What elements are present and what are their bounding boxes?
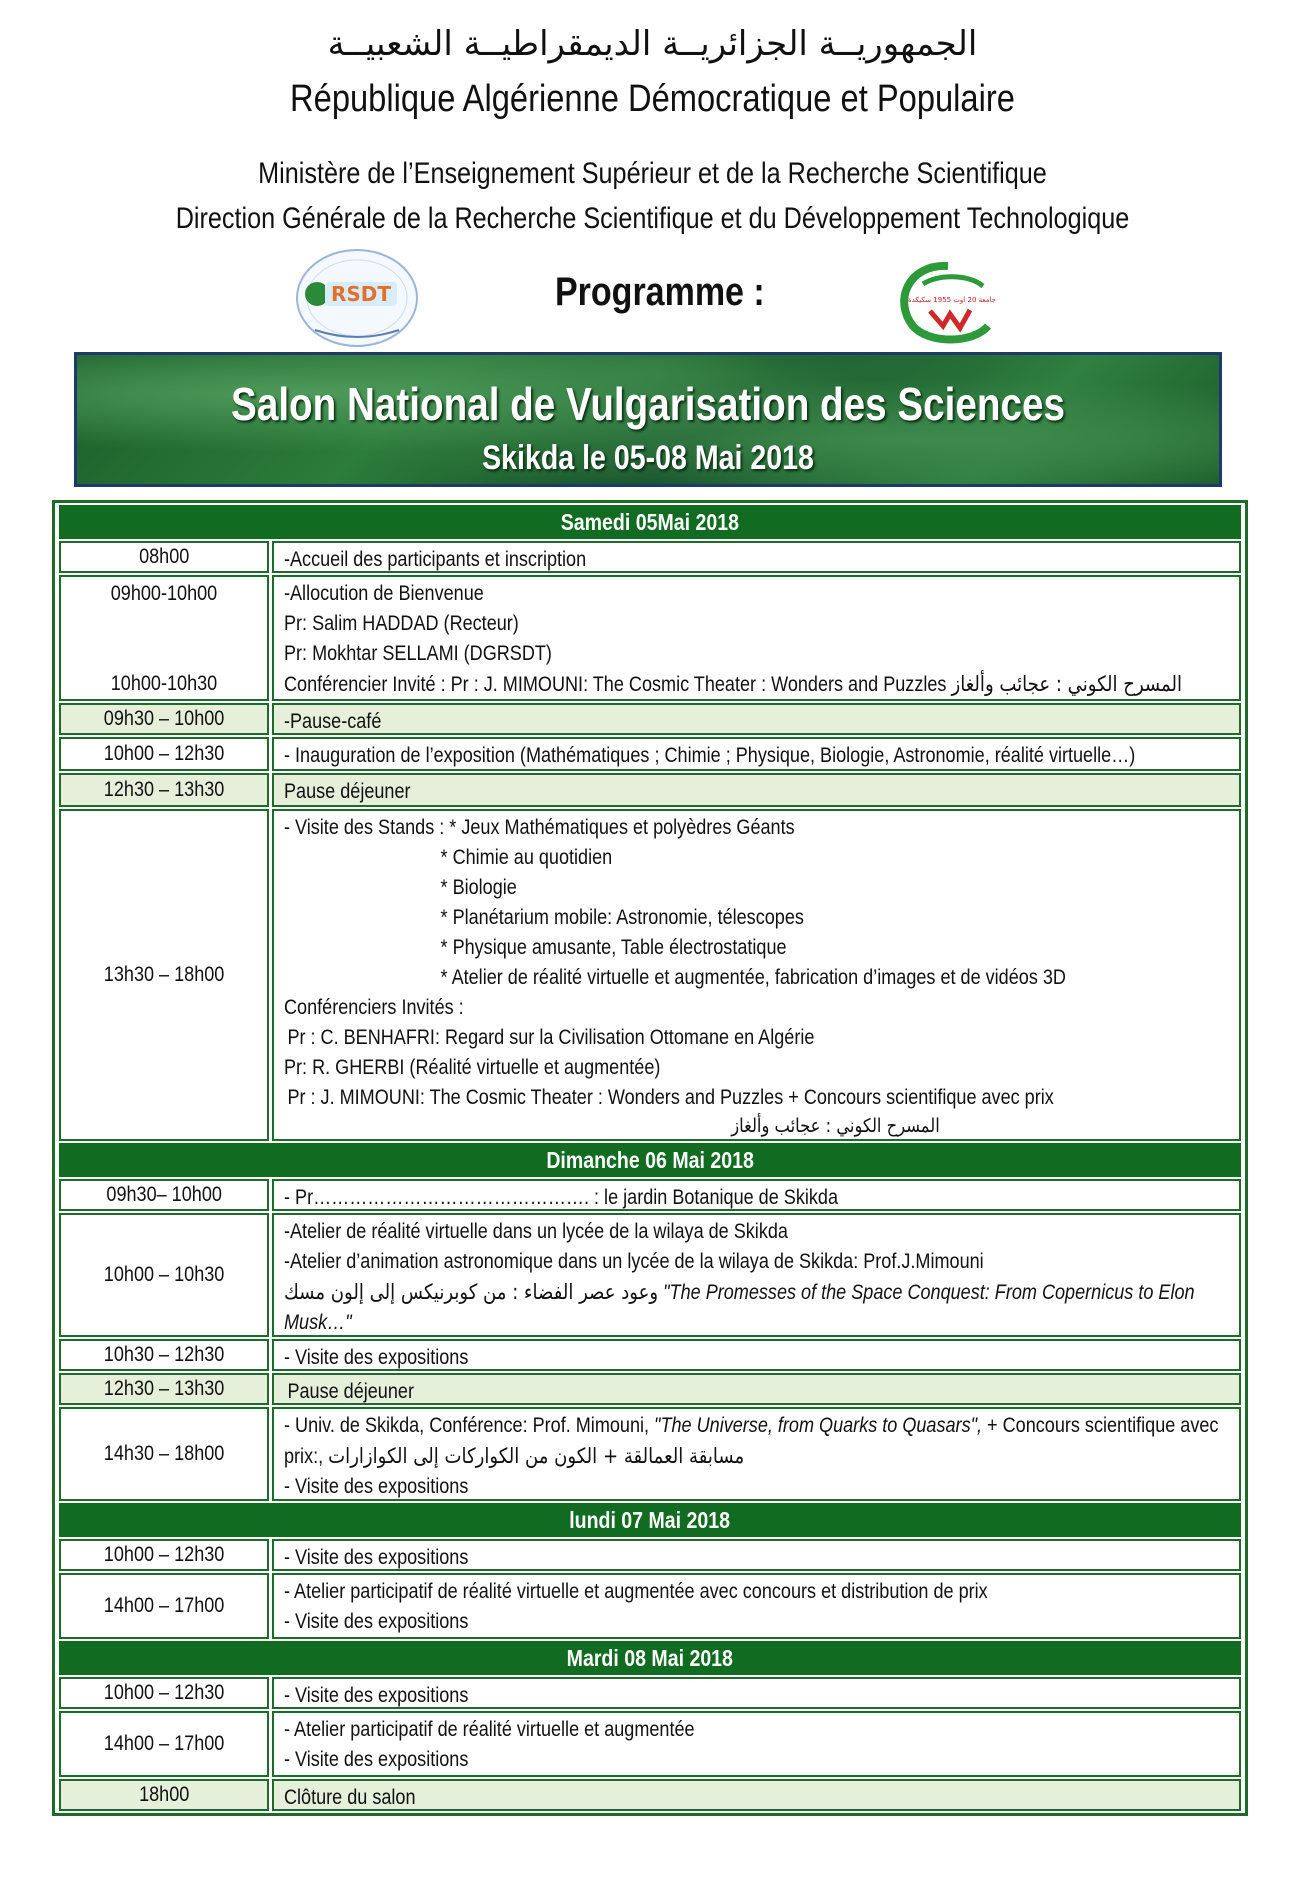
- dgrsdt-logo: [295, 248, 420, 348]
- salon-banner: [74, 352, 1222, 487]
- activity-cell: - Visite des Stands : * Jeux Mathématiques et polyèdres Géants * Chimie au quotidien * Biologie * Planétarium mobile: Astronomie, télescopes * Physique amusante, Table électrostatique * Atelier de réalité virtuelle et augmentée, fabrication d’images et de vidéos 3D Conférenciers Invités : Pr : C. BENHAFRI: Regard sur la Civilisation Ottomane en Algérie Pr: R. GHERBI (Réalité virtuelle et augmentée) Pr : J. MIMOUNI: The Cosmic Theater : Wonders and Puzzles + Concours scientifique avec prix المسرح الكوني : عجائب وألغاز: [272, 809, 1241, 1141]
- logo-left-text: RSDT: [330, 282, 392, 306]
- activity-cell: - Pr………………………………………. : le jardin Botanique de Skikda: [272, 1179, 1241, 1211]
- activity-cell: - Visite des expositions: [272, 1339, 1241, 1371]
- time-cell: 14h00 – 17h00: [59, 1573, 269, 1639]
- ministry-title: Ministère de l’Enseignement Supérieur et de la Recherche Scientifique: [258, 157, 1047, 190]
- time-cell: 18h00: [59, 1779, 269, 1811]
- time-cell: 09h00-10h00 10h00-10h30: [59, 575, 269, 701]
- activity-cell: Pause déjeuner: [272, 773, 1241, 807]
- day-header-dimanche: Dimanche 06 Mai 2018: [59, 1143, 1241, 1177]
- table-row: [59, 1407, 1241, 1501]
- time-cell: 10h00 – 12h30: [59, 1677, 269, 1709]
- activity-cell: - Atelier participatif de réalité virtuelle et augmentée avec concours et distribution de prix - Visite des expositions: [272, 1573, 1241, 1639]
- time-cell: 09h30 – 10h00: [59, 703, 269, 735]
- time-cell: 10h00 – 10h30: [59, 1213, 269, 1337]
- activity-cell: -Accueil des participants et inscription: [272, 541, 1241, 573]
- time-cell: 14h30 – 18h00: [59, 1407, 269, 1501]
- table-row: [59, 1779, 1241, 1811]
- activity-cell: - Visite des expositions: [272, 1539, 1241, 1571]
- day-header-samedi: Samedi 05Mai 2018: [59, 505, 1241, 539]
- table-row: [59, 773, 1241, 807]
- table-row: [59, 1179, 1241, 1211]
- banner-date: Skikda le 05-08 Mai 2018: [482, 439, 814, 477]
- logo-right-text: جامعة 20 اوت 1955 سكيكدة: [908, 296, 996, 304]
- activity-cell: -Pause-café: [272, 703, 1241, 735]
- french-republic-title: République Algérienne Démocratique et Populaire: [290, 78, 1015, 120]
- time-cell: 08h00: [59, 541, 269, 573]
- activity-cell: Clôture du salon: [272, 1779, 1241, 1811]
- table-row: [59, 1573, 1241, 1639]
- activity-cell: -Atelier de réalité virtuelle dans un lycée de la wilaya de Skikda -Atelier d’animation astronomique dans un lycée de la wilaya de Skikda: Prof.J.Mimouni وعود عصر الفضاء : من كوبرنيكس إلى إلون مسك "The Promesses of the Space Conquest: From Copernicus to Elon Musk…": [272, 1213, 1241, 1337]
- day-header-mardi: Mardi 08 Mai 2018: [59, 1641, 1241, 1675]
- activity-cell: - Inauguration de l’exposition (Mathématiques ; Chimie ; Physique, Biologie, Astronomie, réalité virtuelle…): [272, 737, 1241, 771]
- time-cell: 09h30– 10h00: [59, 1179, 269, 1211]
- arabic-republic-title: الجمهوريــة الجزائريــة الديمقراطيــة الشعبيــة: [327, 24, 978, 64]
- time-cell: 10h00 – 12h30: [59, 1539, 269, 1571]
- activity-cell: - Atelier participatif de réalité virtuelle et augmentée - Visite des expositions: [272, 1711, 1241, 1777]
- table-row: [59, 1539, 1241, 1571]
- time-cell: 12h30 – 13h30: [59, 773, 269, 807]
- table-row: [59, 703, 1241, 735]
- banner-title: Salon National de Vulgarisation des Sciences: [231, 378, 1065, 430]
- time-cell: 13h30 – 18h00: [59, 809, 269, 1141]
- direction-title: Direction Générale de la Recherche Scientifique et du Développement Technologique: [175, 202, 1130, 235]
- university-logo: [888, 256, 1006, 346]
- table-row: [59, 1339, 1241, 1371]
- table-row: [59, 1677, 1241, 1709]
- table-row: [59, 541, 1241, 573]
- table-row: [59, 1711, 1241, 1777]
- time-cell: 10h00 – 12h30: [59, 737, 269, 771]
- table-row: [59, 575, 1241, 701]
- activity-cell: Pause déjeuner: [272, 1373, 1241, 1405]
- table-row: [59, 737, 1241, 771]
- table-row: [59, 809, 1241, 1141]
- day-header-lundi: lundi 07 Mai 2018: [59, 1503, 1241, 1537]
- table-row: [59, 1213, 1241, 1337]
- activity-cell: -Allocution de Bienvenue Pr: Salim HADDAD (Recteur) Pr: Mokhtar SELLAMI (DGRSDT) Conférencier Invité : Pr : J. MIMOUNI: The Cosmic Theater : Wonders and Puzzles المسرح الكوني : عجائب وألغاز: [272, 575, 1241, 701]
- time-cell: 14h00 – 17h00: [59, 1711, 269, 1777]
- activity-cell: - Visite des expositions: [272, 1677, 1241, 1709]
- activity-cell: - Univ. de Skikda, Conférence: Prof. Mimouni, "The Universe, from Quarks to Quasars", + Concours scientifique avec prix:, مسابقة العمالقة + الكون من الكواركات إلى الكوازارات - Visite des expositions: [272, 1407, 1241, 1501]
- schedule-table: [52, 500, 1248, 1816]
- table-row: [59, 1373, 1241, 1405]
- time-cell: 12h30 – 13h30: [59, 1373, 269, 1405]
- time-cell: 10h30 – 12h30: [59, 1339, 269, 1371]
- programme-heading: Programme :: [555, 270, 765, 314]
